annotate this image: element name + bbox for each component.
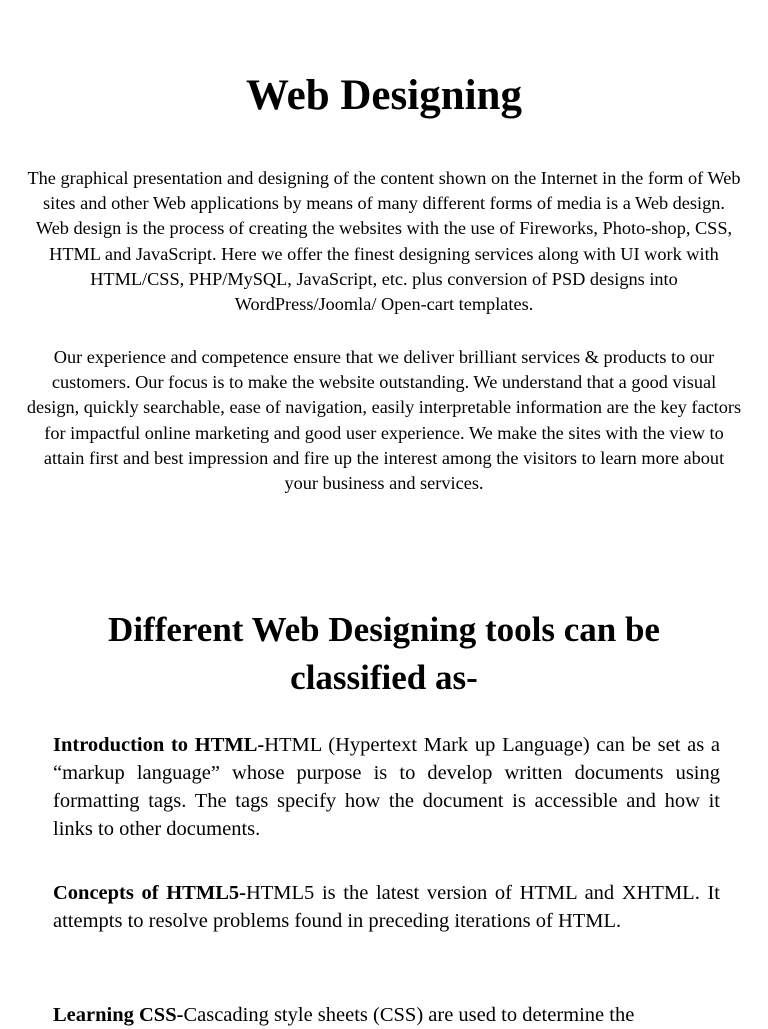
tool-item-html [53,731,720,843]
tool-item-html5 [53,879,720,935]
tool-description: HTML5 is the latest version of HTML and XHTML. It attempts to resolve problems found in preceding iterations of HTML. [53,882,720,932]
intro-paragraph-1: The graphical presentation and designing of the content shown on the Internet in the form of Web sites and other Web applications by means of many different forms of media is a Web design. Web design is the process of creating the websites with the use of Fireworks, Photo-shop, CSS, HTML and JavaScript. Here we offer the finest designing services along with UI work with HTML/CSS, PHP/MySQL, JavaScript, etc. plus conversion of PSD designs into WordPress/Joomla/ Open-cart templates. [27,168,741,315]
tool-term: Learning CSS- [53,1004,184,1026]
page-title: Web Designing [246,72,522,119]
tool-term: Introduction to HTML- [53,734,265,756]
tool-item-css [53,1001,720,1029]
section-heading: Different Web Designing tools can be classified as- [108,610,660,697]
intro-paragraph-2: Our experience and competence ensure that we deliver brilliant services & products to our customers. Our focus is to make the website outstanding. We understand that a good visual design, quickly searchable, ease of navigation, easily interpretable information are the key factors for impactful online marketing and good user experience. We make the sites with the view to attain first and best impression and fire up the interest among the visitors to learn more about your business and services. [26,347,742,494]
tool-term: Concepts of HTML5- [53,882,246,904]
tool-description: Cascading style sheets (CSS) are used to determine the [183,1004,635,1026]
tool-description: HTML (Hypertext Mark up Language) can be set as a “markup language” whose purpose is to develop written documents using formatting tags. The tags specify how the document is accessible and how it links to other documents. [53,734,720,840]
